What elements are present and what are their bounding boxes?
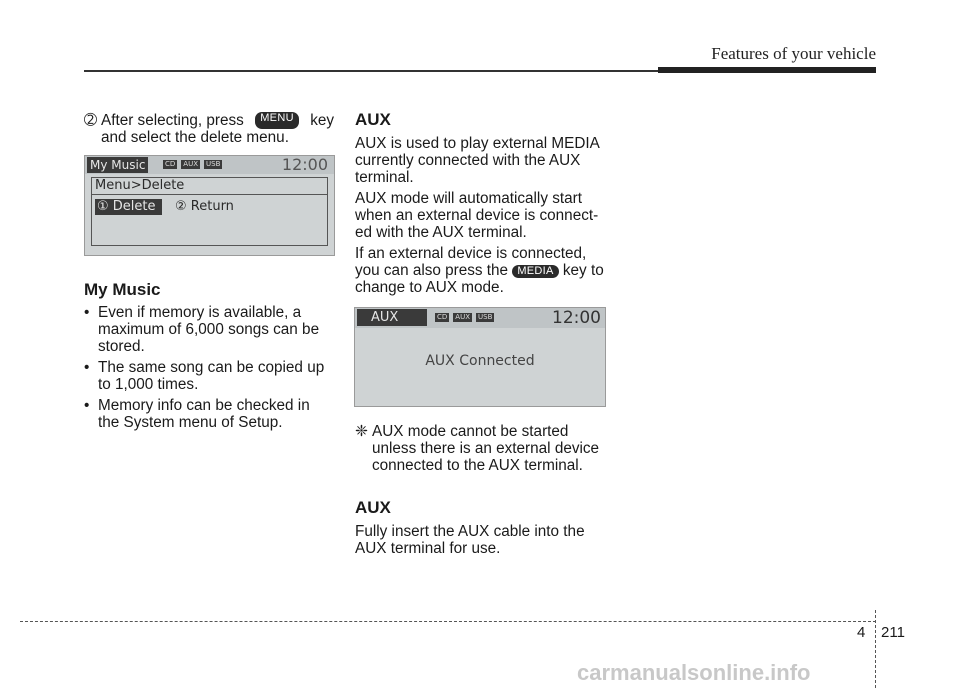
media-key-badge: MEDIA: [512, 265, 558, 278]
clock: 12:00: [281, 155, 328, 174]
header-rule-accent: [658, 67, 876, 73]
left-column: [84, 112, 334, 146]
cd-badge: CD: [437, 313, 448, 321]
page-header-title: Features of your vehicle: [711, 44, 876, 63]
bullet-item: • Memory info can be checked in the System menu of Setup.: [84, 397, 310, 431]
delete-option[interactable]: ① Delete: [95, 199, 162, 215]
cd-badge: CD: [165, 160, 176, 168]
aux-note: [355, 423, 605, 474]
page-number: 211: [881, 624, 905, 641]
step-text-continued: and select the delete menu.: [101, 129, 289, 146]
watermark: carmanualsonline.info: [577, 660, 811, 685]
bullet-item: • The same song can be copied up to 1,000 times.: [84, 359, 325, 393]
chapter-number: 4: [857, 624, 866, 641]
breadcrumb: Menu>Delete: [95, 178, 185, 193]
aux-badge: AUX: [183, 160, 198, 168]
step-paragraph: [84, 112, 334, 146]
aux-badge: AUX: [455, 313, 470, 321]
aux-paragraph: AUX mode will automatically start when an external device is connect-ed with the AUX terminal.: [355, 190, 599, 241]
aux-connected-screen: [354, 307, 606, 407]
aux-usage-paragraph: Fully insert the AUX cable into the AUX terminal for use.: [355, 523, 585, 557]
usb-badge: USB: [478, 313, 493, 321]
aux-section: [355, 111, 605, 296]
my-music-delete-screen: [84, 155, 335, 256]
aux-connected-message: AUX Connected: [425, 353, 535, 369]
note-marker: ❈: [355, 423, 368, 440]
step-marker: ➁: [84, 112, 97, 129]
my-music-heading: My Music: [84, 280, 161, 299]
aux-paragraph: If an external device is connected, you can also press the MEDIA key to change to AUX mode.: [355, 245, 604, 296]
footer-rule: [20, 621, 876, 622]
footer-divider: [875, 610, 876, 688]
return-option[interactable]: ② Return: [175, 199, 234, 214]
step-text-key: key: [310, 112, 334, 129]
note-text: AUX mode cannot be started unless there is an external device connected to the AUX terminal.: [372, 423, 600, 474]
aux-heading: AUX: [355, 110, 391, 129]
aux-usage-section: [355, 499, 605, 557]
step-text: After selecting, press: [101, 112, 244, 129]
screen-title: AUX: [357, 309, 427, 326]
usb-badge: USB: [206, 160, 221, 168]
clock: 12:00: [552, 308, 601, 328]
my-music-section: [84, 281, 334, 431]
header-rule: [84, 70, 660, 72]
menu-divider: [91, 194, 327, 195]
menu-key-badge: MENU: [255, 112, 299, 129]
bullet-item: • Even if memory is available, a maximum of 6,000 songs can be stored.: [84, 304, 320, 355]
aux-paragraph: AUX is used to play external MEDIA currently connected with the AUX terminal.: [355, 135, 600, 186]
aux-heading-2: AUX: [355, 498, 391, 517]
screen-title: My Music: [87, 157, 148, 173]
